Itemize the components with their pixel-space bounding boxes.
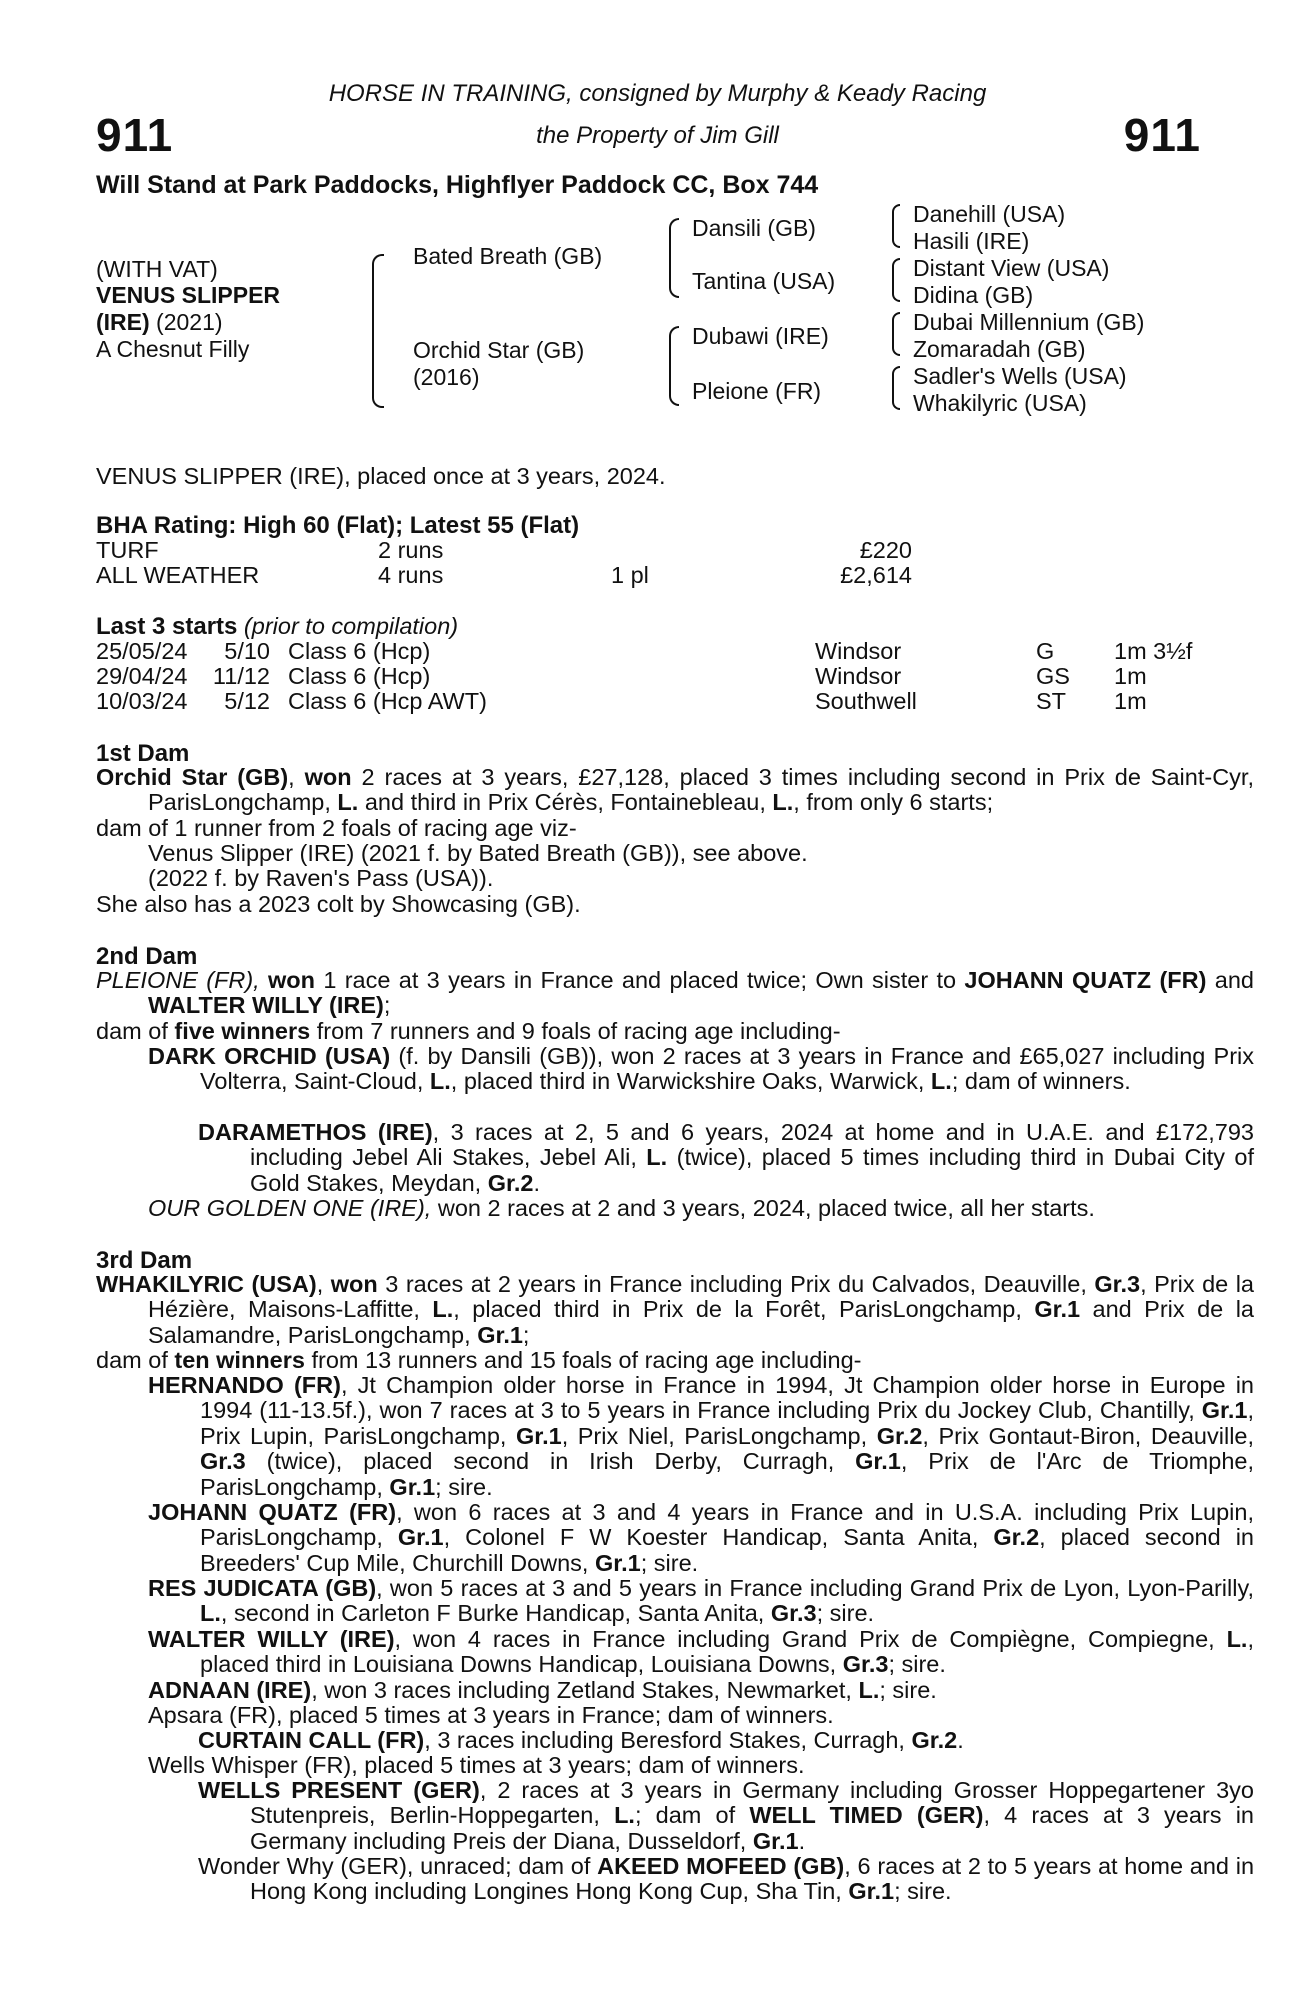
last-starts-title: Last 3 starts xyxy=(96,613,238,640)
pedigree-brace-ds xyxy=(892,312,900,356)
start-course: Windsor xyxy=(815,663,902,689)
start-distance: 1m 3½f xyxy=(1114,638,1193,664)
record-text: ; sire. xyxy=(888,1651,946,1678)
pedigree-ddd: Whakilyric (USA) xyxy=(913,390,1087,416)
produce-johann-quatz xyxy=(148,1500,1254,1576)
pedigree-brace-ss xyxy=(892,204,900,248)
listed-label: L. xyxy=(646,1144,668,1171)
horse-origin-year xyxy=(96,309,223,336)
group-label: Gr.2 xyxy=(487,1169,534,1196)
start-course: Windsor xyxy=(815,638,902,664)
bha-surface: ALL WEATHER xyxy=(96,562,260,588)
produce-name: ADNAAN (IRE) xyxy=(148,1677,312,1703)
bha-earnings: £220 xyxy=(859,537,912,563)
record-text: ; sire. xyxy=(879,1677,937,1703)
record-text: 2 races at 3 years, £27,128, placed 3 times including second in Prix de Saint-Cyr, ParisLongchamp, xyxy=(148,764,1254,816)
third-dam-heading: 3rd Dam xyxy=(96,1247,193,1274)
record-text: , xyxy=(316,1271,331,1297)
won-label: won xyxy=(268,967,316,993)
start-position: 5/10 xyxy=(224,638,270,664)
horse-description: A Chesnut Filly xyxy=(96,336,250,362)
group-label: Gr.1 xyxy=(855,1448,901,1475)
record-text: and xyxy=(1206,967,1254,993)
second-dam-heading: 2nd Dam xyxy=(96,943,198,970)
produce-wonder-why xyxy=(198,1854,1254,1905)
record-text: , from only 6 starts; xyxy=(793,789,994,816)
last-starts-heading xyxy=(96,614,458,639)
listed-label: L. xyxy=(772,789,794,816)
won-label: won xyxy=(304,764,352,790)
horse-name: VENUS SLIPPER xyxy=(96,282,281,308)
third-dam-record xyxy=(96,1272,1254,1348)
pedigree-dam-dam: Pleione (FR) xyxy=(692,378,822,404)
record-text: ; sire. xyxy=(435,1473,493,1500)
group-label: Gr.3 xyxy=(200,1448,246,1475)
first-dam-foal-3: She also has a 2023 colt by Showcasing (GB). xyxy=(96,891,581,917)
produce-adnaan xyxy=(148,1678,1254,1703)
group-label: Gr.2 xyxy=(993,1524,1040,1551)
produce-our-golden-one xyxy=(148,1196,1095,1221)
start-distance: 1m xyxy=(1114,688,1147,714)
record-text: , 6 races at 2 to 5 years at home and in Hong Kong including Longines Hong Kong Cup, Sha Tin, xyxy=(250,1853,1255,1905)
group-label: Gr.3 xyxy=(842,1651,889,1678)
record-text: , 3 races including Beresford Stakes, Curragh, xyxy=(424,1727,912,1753)
produce-name: WALTER WILLY (IRE) xyxy=(148,1626,395,1652)
record-text: . xyxy=(533,1169,540,1196)
record-text: won 2 races at 2 and 3 years, 2024, placed twice, all her starts. xyxy=(431,1195,1095,1221)
pedigree-sire-dam: Tantina (USA) xyxy=(692,268,836,294)
record-text: ; sire. xyxy=(894,1878,952,1905)
group-label: Gr.3 xyxy=(770,1600,817,1627)
pedigree-dss: Dubai Millennium (GB) xyxy=(913,309,1145,335)
pedigree-sdd: Didina (GB) xyxy=(913,282,1034,308)
produce-wells-present xyxy=(198,1778,1254,1854)
produce-apsara: Apsara (FR), placed 5 times at 3 years in France; dam of winners. xyxy=(148,1702,834,1728)
record-text: from 7 runners and 9 foals of racing age including- xyxy=(310,1018,841,1044)
second-dam-record xyxy=(96,968,1254,1019)
pedigree-dds: Sadler's Wells (USA) xyxy=(913,363,1127,389)
won-label: won xyxy=(330,1271,378,1297)
record-text: ; dam of winners. xyxy=(951,1068,1131,1095)
pedigree-brace-dd xyxy=(892,366,900,410)
record-text: 1 race at 3 years in France and placed twice; Own sister to xyxy=(315,967,965,993)
produce-wells-whisper: Wells Whisper (FR), placed 5 times at 3 years; dam of winners. xyxy=(148,1752,805,1778)
group-label: Gr.1 xyxy=(1034,1296,1081,1323)
group-label: Gr.1 xyxy=(752,1827,799,1854)
start-race: Class 6 (Hcp) xyxy=(288,663,431,689)
listed-label: L. xyxy=(200,1600,221,1627)
pedigree-brace-sd xyxy=(892,258,900,302)
record-text: ; sire. xyxy=(816,1600,875,1627)
produce-walter-willy xyxy=(148,1627,1254,1678)
group-label: Gr.1 xyxy=(848,1878,895,1905)
consignment-line: HORSE IN TRAINING, consigned by Murphy & Keady Racing xyxy=(328,80,987,107)
bha-earnings: £2,614 xyxy=(840,562,912,588)
listed-label: L. xyxy=(429,1068,451,1095)
lot-number-left: 911 xyxy=(96,109,174,161)
record-text: , Prix de la Hézière, Maisons-Laffitte, xyxy=(148,1271,1254,1323)
record-text: , Prix Gontaut-Biron, Deauville, xyxy=(922,1422,1255,1449)
record-text: ; dam of xyxy=(634,1802,750,1829)
produce-res-judicata xyxy=(148,1576,1254,1627)
bha-surface: TURF xyxy=(96,537,159,563)
start-going: ST xyxy=(1036,688,1067,714)
record-text: . xyxy=(798,1827,806,1854)
group-label: Gr.1 xyxy=(1201,1397,1248,1424)
start-going: GS xyxy=(1036,663,1070,689)
produce-hernando xyxy=(148,1373,1254,1500)
vat-note: (WITH VAT) xyxy=(96,256,218,282)
listed-label: L. xyxy=(858,1677,880,1703)
first-dam-produce-summary: dam of 1 runner from 2 foals of racing age viz- xyxy=(96,815,577,841)
record-text: , Prix Lupin, ParisLongchamp, xyxy=(200,1397,1254,1449)
listed-label: L. xyxy=(1226,1626,1248,1652)
produce-name: HERNANDO (FR) xyxy=(148,1372,341,1398)
record-text: , placed third in Warwickshire Oaks, Warwick, xyxy=(450,1068,931,1095)
record-text: , won 4 races in France including Grand Prix de Compiègne, Compiegne, xyxy=(394,1626,1227,1652)
record-text: , placed third in Prix de la Forêt, ParisLongchamp, xyxy=(453,1296,1035,1323)
produce-dark-orchid xyxy=(148,1044,1254,1095)
property-line: the Property of Jim Gill xyxy=(536,122,779,149)
pedigree-sss: Danehill (USA) xyxy=(913,201,1066,227)
pedigree-dsd: Zomaradah (GB) xyxy=(913,336,1086,362)
record-text: from 13 runners and 15 foals of racing age including- xyxy=(304,1347,862,1373)
sibling-name: WALTER WILLY (IRE) xyxy=(148,992,384,1019)
group-label: Gr.1 xyxy=(477,1321,523,1348)
record-text: ; xyxy=(522,1321,530,1348)
first-dam-record: Orchid Star (GB), won 2 races at 3 years, £27,128, placed 3 times including second in Prix de Saint-Cyr, ParisLongchamp, L. and third in Prix Cérès, Fontainebleau, L., from only 6 starts; xyxy=(96,764,1254,816)
start-position: 11/12 xyxy=(212,663,270,689)
produce-name: DARK ORCHID (USA) xyxy=(148,1043,391,1069)
record-text: , second in Carleton F Burke Handicap, Santa Anita, xyxy=(220,1600,771,1627)
group-label: Gr.1 xyxy=(515,1422,562,1449)
dam-name: WHAKILYRIC (USA) xyxy=(96,1271,317,1297)
pedigree-brace-dam xyxy=(669,326,679,406)
first-dam-foal-1: Venus Slipper (IRE) (2021 f. by Bated Breath (GB)), see above. xyxy=(148,840,808,866)
listed-label: L. xyxy=(432,1296,454,1323)
start-date: 10/03/24 xyxy=(96,688,188,714)
produce-daramethos xyxy=(198,1120,1254,1196)
record-text: 3 races at 2 years in France including Prix du Calvados, Deauville, xyxy=(377,1271,1095,1297)
record-text: , 3 races at 2, 5 and 6 years, 2024 at home and in U.A.E. and £172,793 including Jebel Ali Stakes, Jebel Ali, xyxy=(250,1119,1254,1171)
record-text: , 4 races at 3 years in Germany including Preis der Diana, Dusseldorf, xyxy=(250,1802,1254,1854)
record-text: , placed second in Breeders' Cup Mile, Churchill Downs, xyxy=(200,1524,1254,1576)
dam-name: Orchid Star (GB) xyxy=(96,764,289,790)
group-label: Gr.2 xyxy=(876,1422,923,1449)
dam-name: PLEIONE (FR), xyxy=(96,967,260,993)
bha-runs: 4 runs xyxy=(378,562,444,588)
lot-number-right: 911 xyxy=(1123,109,1201,161)
start-race: Class 6 (Hcp) xyxy=(288,638,431,664)
record-text: . xyxy=(957,1727,964,1753)
record-text: , won 3 races including Zetland Stakes, Newmarket, xyxy=(311,1677,859,1703)
start-date: 29/04/24 xyxy=(96,663,188,689)
pedigree-dam-sire: Dubawi (IRE) xyxy=(692,323,829,349)
record-text: , Jt Champion older horse in France in 1994, Jt Champion older horse in Europe in 1994 (11-13.5f.), won 7 races at 3 to 5 years in France including Prix du Jockey Club, Chantilly, xyxy=(200,1372,1254,1424)
winners-count: ten winners xyxy=(174,1347,305,1373)
start-distance: 1m xyxy=(1114,663,1147,689)
record-text: dam of xyxy=(96,1347,175,1373)
group-label: Gr.1 xyxy=(389,1473,436,1500)
sibling-name: JOHANN QUATZ (FR) xyxy=(964,967,1207,993)
listed-label: L. xyxy=(337,789,359,816)
produce-name: OUR GOLDEN ONE (IRE), xyxy=(148,1195,432,1221)
bha-rating-heading: BHA Rating: High 60 (Flat); Latest 55 (Flat) xyxy=(96,512,580,539)
listed-label: L. xyxy=(930,1068,952,1095)
group-label: Gr.1 xyxy=(397,1524,444,1551)
record-text: , Prix de l'Arc de Triomphe, ParisLongchamp, xyxy=(200,1448,1254,1500)
pedigree-sds: Distant View (USA) xyxy=(913,255,1110,281)
third-dam-produce-summary xyxy=(96,1348,1202,1373)
produce-name: RES JUDICATA (GB) xyxy=(148,1575,377,1601)
pedigree-dam-year: (2016) xyxy=(413,364,480,390)
bha-runs: 2 runs xyxy=(378,537,444,563)
first-dam-foal-2: (2022 f. by Raven's Pass (USA)). xyxy=(148,865,494,891)
group-label: Gr.3 xyxy=(1094,1271,1141,1297)
record-text: , Colonel F W Koester Handicap, Santa Anita, xyxy=(443,1524,994,1551)
first-dam-heading: 1st Dam xyxy=(96,740,190,767)
record-text: dam of xyxy=(96,1018,175,1044)
second-dam-produce-summary xyxy=(96,1019,1202,1044)
record-text: , won 5 races at 3 and 5 years in France including Grand Prix de Lyon, Lyon-Parilly, xyxy=(376,1575,1254,1601)
stand-location: Will Stand at Park Paddocks, Highflyer Paddock CC, Box 744 xyxy=(96,171,819,199)
start-going: G xyxy=(1036,638,1055,664)
group-label: Gr.1 xyxy=(595,1549,641,1576)
record-text: , Prix Niel, ParisLongchamp, xyxy=(561,1422,877,1449)
record-text: , placed third in Louisiana Downs Handicap, Louisiana Downs, xyxy=(200,1626,1254,1678)
pedigree-dam: Orchid Star (GB) xyxy=(413,337,585,363)
record-text: and third in Prix Cérès, Fontainebleau, xyxy=(358,789,773,816)
last-starts-note: (prior to compilation) xyxy=(237,613,459,639)
group-label: Gr.2 xyxy=(911,1727,958,1753)
produce-curtain-call xyxy=(198,1728,1254,1753)
pedigree-ssd: Hasili (IRE) xyxy=(913,228,1030,254)
pedigree-sire-sire: Dansili (GB) xyxy=(692,215,816,241)
start-date: 25/05/24 xyxy=(96,638,188,664)
pedigree-brace-sire xyxy=(669,218,679,298)
pedigree-brace-main xyxy=(372,254,384,408)
race-summary: VENUS SLIPPER (IRE), placed once at 3 years, 2024. xyxy=(96,463,666,489)
pedigree-sire: Bated Breath (GB) xyxy=(413,243,603,269)
start-race: Class 6 (Hcp AWT) xyxy=(288,688,487,714)
bha-placed: 1 pl xyxy=(611,562,649,588)
horse-origin: (IRE) xyxy=(96,309,150,335)
horse-year: (2021) xyxy=(149,309,223,335)
record-text: ; xyxy=(383,992,391,1019)
produce-name: DARAMETHOS (IRE) xyxy=(198,1119,433,1145)
record-text: ; sire. xyxy=(640,1549,699,1576)
record-text: (twice), placed 5 times including third in Dubai City of Gold Stakes, Meydan, xyxy=(250,1144,1254,1196)
record-text: and Prix de la Salamandre, ParisLongchamp, xyxy=(148,1296,1254,1348)
produce-name: WELLS PRESENT (GER) xyxy=(198,1777,480,1803)
listed-label: L. xyxy=(614,1802,635,1829)
record-text: , 2 races at 3 years in Germany including Grosser Hoppegartener 3yo Stutenpreis, Berlin-Hoppegarten, xyxy=(250,1777,1254,1829)
record-text: (twice), placed second in Irish Derby, Curragh, xyxy=(245,1448,856,1475)
produce-name: CURTAIN CALL (FR) xyxy=(198,1727,425,1753)
record-text: , won 6 races at 3 and 4 years in France and in U.S.A. including Prix Lupin, ParisLongchamp, xyxy=(200,1499,1254,1551)
start-course: Southwell xyxy=(815,688,917,714)
winners-count: five winners xyxy=(174,1018,311,1044)
start-position: 5/12 xyxy=(224,688,270,714)
produce-name: WELL TIMED (GER) xyxy=(749,1802,984,1829)
record-text: (f. by Dansili (GB)), won 2 races at 3 years in France and £65,027 including Prix Volterra, Saint-Cloud, xyxy=(200,1043,1254,1095)
produce-name: AKEED MOFEED (GB) xyxy=(597,1853,845,1879)
record-text: Wonder Why (GER), unraced; dam of xyxy=(198,1853,598,1879)
produce-name: JOHANN QUATZ (FR) xyxy=(148,1499,397,1525)
